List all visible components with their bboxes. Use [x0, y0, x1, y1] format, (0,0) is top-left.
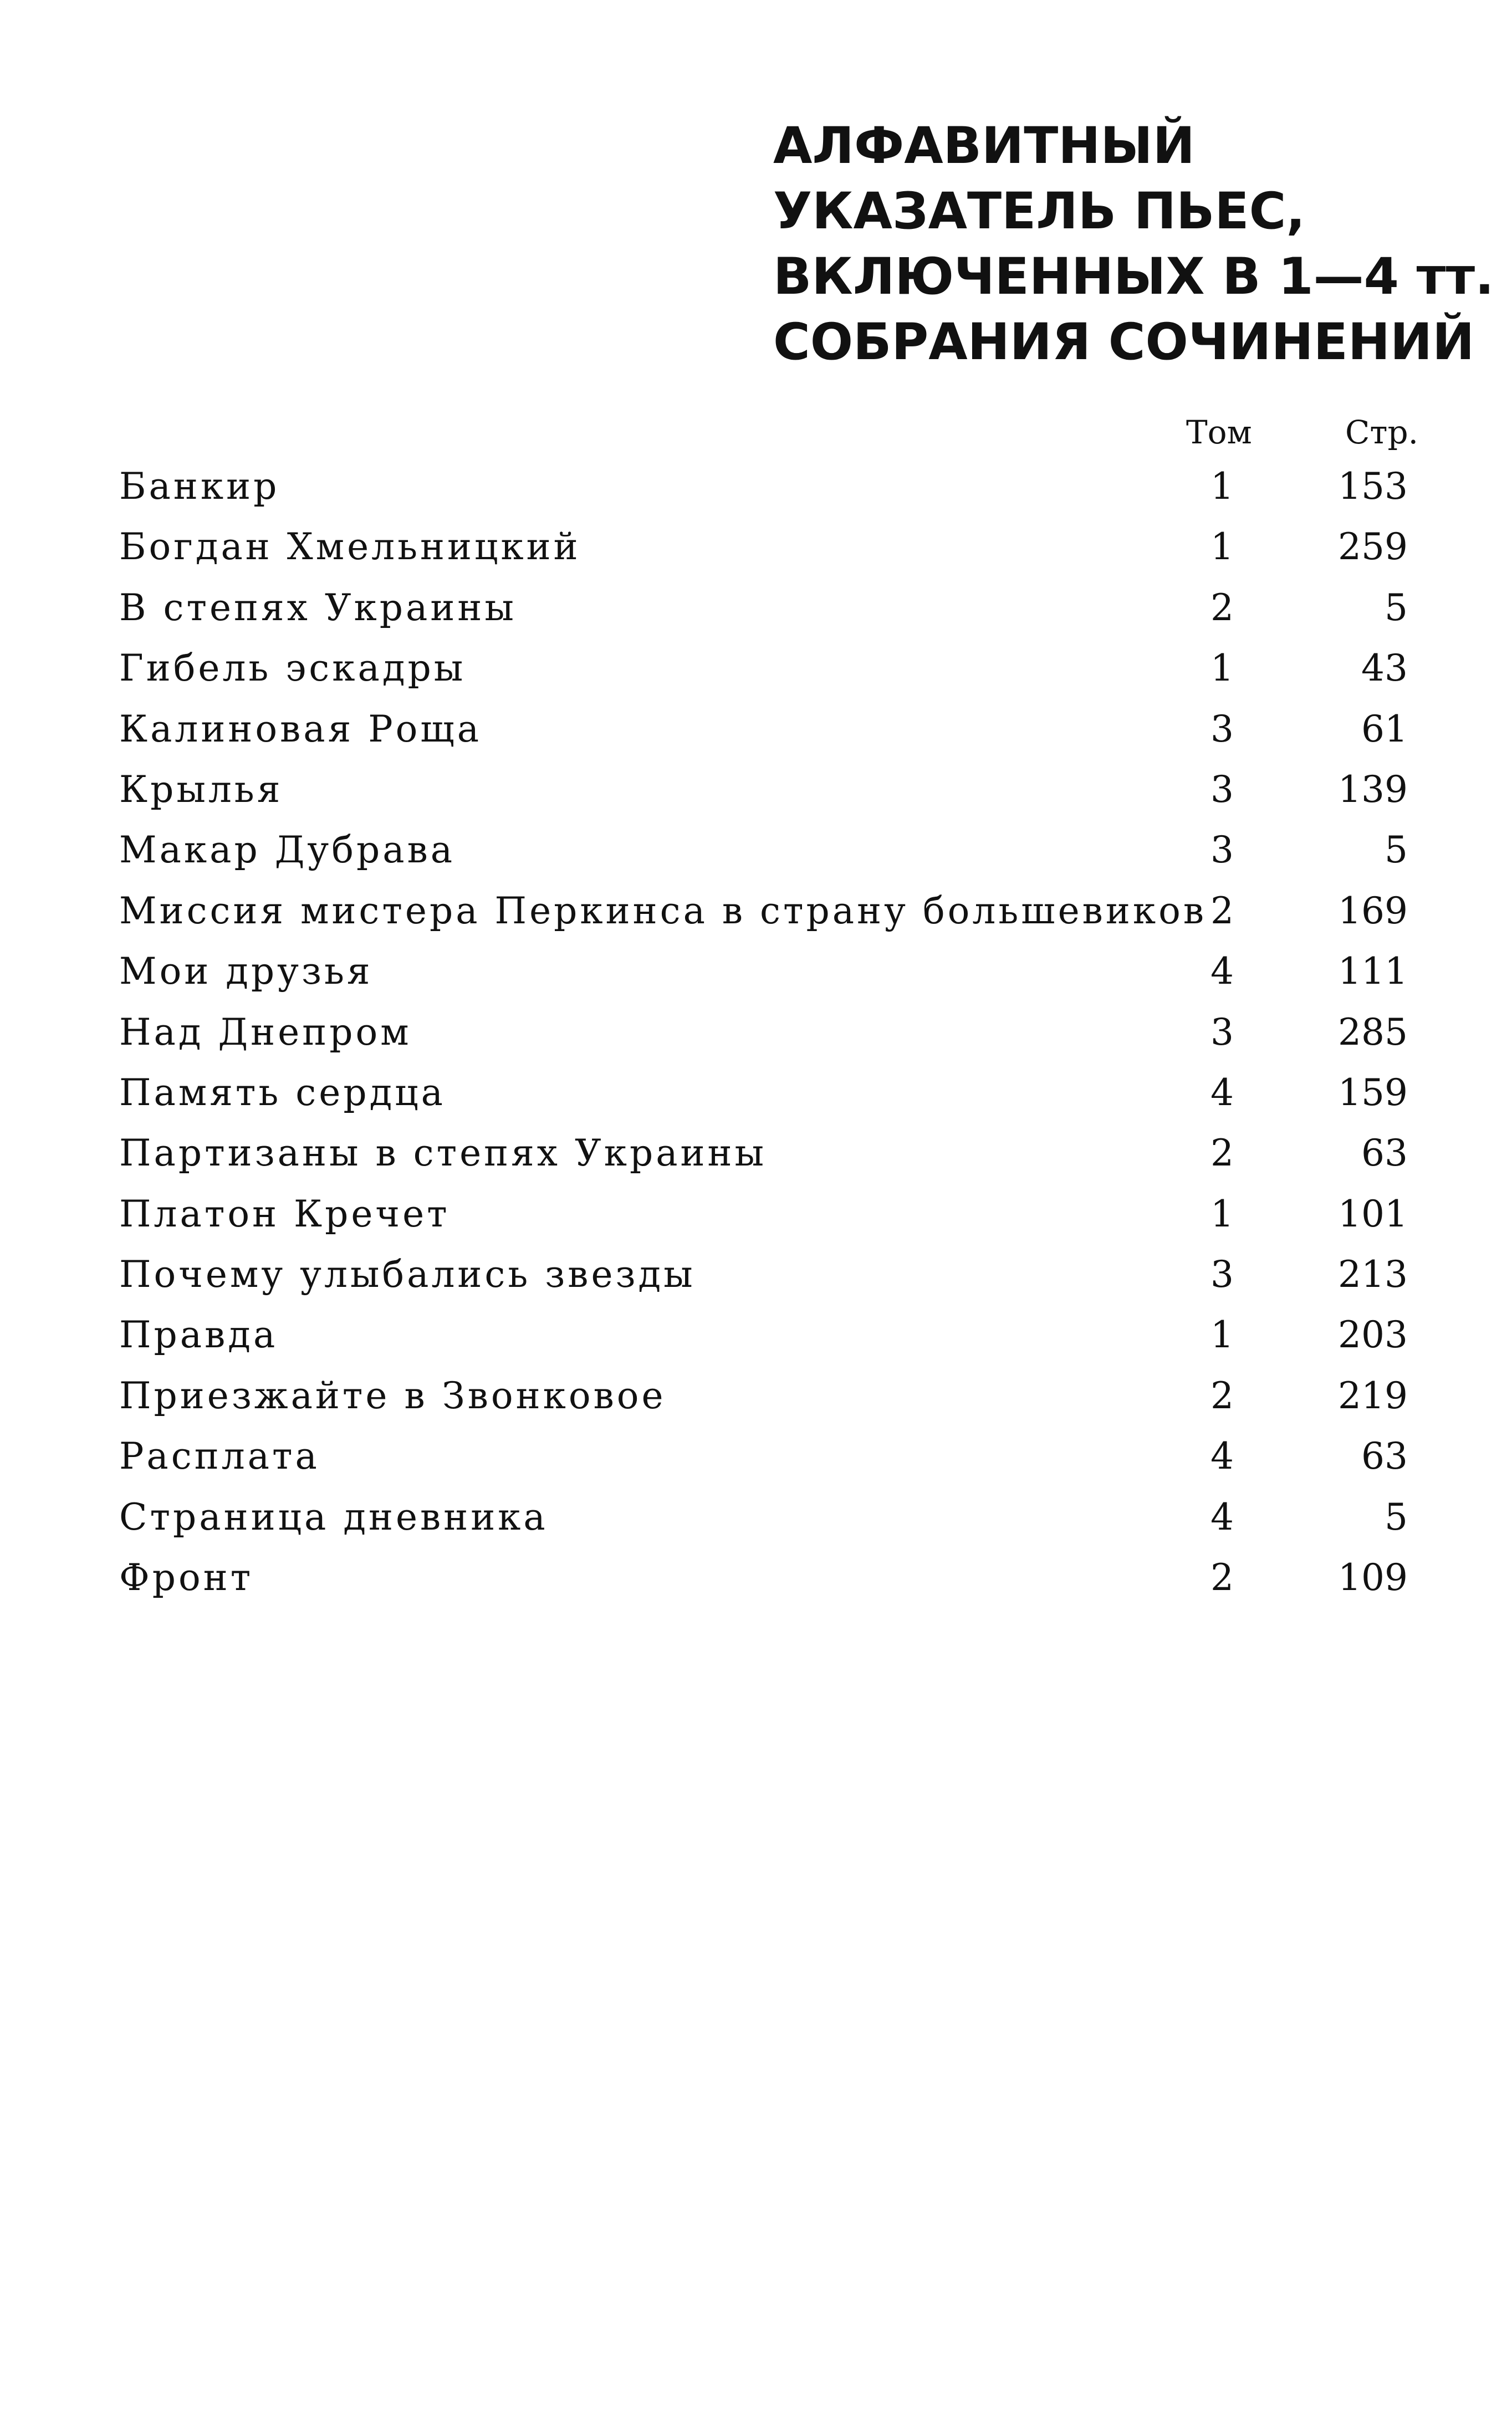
page-number: 203 [1338, 1313, 1408, 1357]
play-title: Партизаны в степях Украины [119, 1132, 767, 1175]
index-row [0, 1253, 1512, 1313]
play-title: В степях Украины [119, 586, 517, 629]
page-number: 5 [1385, 586, 1408, 629]
volume-number: 3 [1210, 707, 1234, 750]
index-row [0, 1071, 1512, 1131]
volume-number: 1 [1210, 647, 1234, 690]
volume-number: 3 [1210, 829, 1234, 872]
page-number: 213 [1338, 1253, 1408, 1296]
index-row [0, 1556, 1512, 1616]
play-title: Страница дневника [119, 1495, 548, 1538]
page-number: 61 [1361, 707, 1408, 750]
volume-number: 3 [1210, 1253, 1234, 1296]
volume-number: 3 [1210, 1010, 1234, 1054]
play-title: Макар Дубрава [119, 829, 456, 872]
page-number: 5 [1385, 1495, 1408, 1538]
index-row [0, 1010, 1512, 1071]
play-title: Калиновая Роща [119, 707, 482, 750]
index-row [0, 1495, 1512, 1556]
page-number: 159 [1338, 1071, 1408, 1114]
index-row [0, 707, 1512, 768]
index-row [0, 1434, 1512, 1495]
volume-number: 2 [1210, 1132, 1234, 1175]
volume-column-header: Том [1186, 413, 1252, 451]
play-title: Крылья [119, 768, 283, 811]
play-title: Миссия мистера Перкинса в страну большевиков [119, 889, 1207, 932]
volume-number: 4 [1210, 1435, 1234, 1478]
index-row [0, 464, 1512, 525]
volume-number: 1 [1210, 1192, 1234, 1235]
index-row [0, 1192, 1512, 1253]
page-column-header: Стр. [1345, 413, 1419, 451]
index-row [0, 1313, 1512, 1373]
page-number: 259 [1338, 525, 1408, 569]
play-title: Платон Кречет [119, 1192, 450, 1235]
index-heading [773, 114, 1494, 375]
page-number: 169 [1338, 889, 1408, 932]
index-row [0, 1131, 1512, 1192]
index-row [0, 1374, 1512, 1434]
play-title: Мои друзья [119, 950, 373, 993]
volume-number: 1 [1210, 465, 1234, 508]
index-list [0, 464, 1512, 1616]
volume-number: 1 [1210, 525, 1234, 569]
play-title: Банкир [119, 465, 280, 508]
volume-number: 4 [1210, 1495, 1234, 1538]
volume-number: 4 [1210, 950, 1234, 993]
play-title: Над Днепром [119, 1010, 412, 1054]
page-number: 5 [1385, 829, 1408, 872]
play-title: Правда [119, 1313, 278, 1357]
volume-number: 4 [1210, 1071, 1234, 1114]
index-row [0, 768, 1512, 828]
page-number: 109 [1338, 1556, 1408, 1599]
volume-number: 2 [1210, 1556, 1234, 1599]
index-row [0, 586, 1512, 646]
heading-line-4: СОБРАНИЯ СОЧИНЕНИЙ [773, 313, 1475, 371]
page-number: 63 [1361, 1132, 1408, 1175]
page-number: 139 [1338, 768, 1408, 811]
play-title: Приезжайте в Звонковое [119, 1374, 666, 1417]
page-number: 63 [1361, 1435, 1408, 1478]
index-row [0, 828, 1512, 888]
volume-number: 3 [1210, 768, 1234, 811]
page-number: 153 [1338, 465, 1408, 508]
page-number: 285 [1338, 1010, 1408, 1054]
volume-number: 1 [1210, 1313, 1234, 1357]
index-row [0, 646, 1512, 707]
heading-line-2: УКАЗАТЕЛЬ ПЬЕС, [773, 182, 1305, 241]
play-title: Расплата [119, 1435, 320, 1478]
play-title: Гибель эскадры [119, 647, 466, 690]
heading-line-3: ВКЛЮЧЕННЫХ В 1—4 тт. [773, 248, 1494, 306]
volume-number: 2 [1210, 1374, 1234, 1417]
play-title: Богдан Хмельницкий [119, 525, 581, 569]
index-row [0, 525, 1512, 585]
page-number: 111 [1338, 950, 1408, 993]
index-row [0, 889, 1512, 949]
page-number: 101 [1338, 1192, 1408, 1235]
volume-number: 2 [1210, 889, 1234, 932]
play-title: Фронт [119, 1556, 254, 1599]
index-row [0, 949, 1512, 1010]
page-number: 219 [1338, 1374, 1408, 1417]
page-number: 43 [1361, 647, 1408, 690]
volume-number: 2 [1210, 586, 1234, 629]
play-title: Почему улыбались звезды [119, 1253, 696, 1296]
heading-line-1: АЛФАВИТНЫЙ [773, 117, 1195, 175]
play-title: Память сердца [119, 1071, 446, 1114]
